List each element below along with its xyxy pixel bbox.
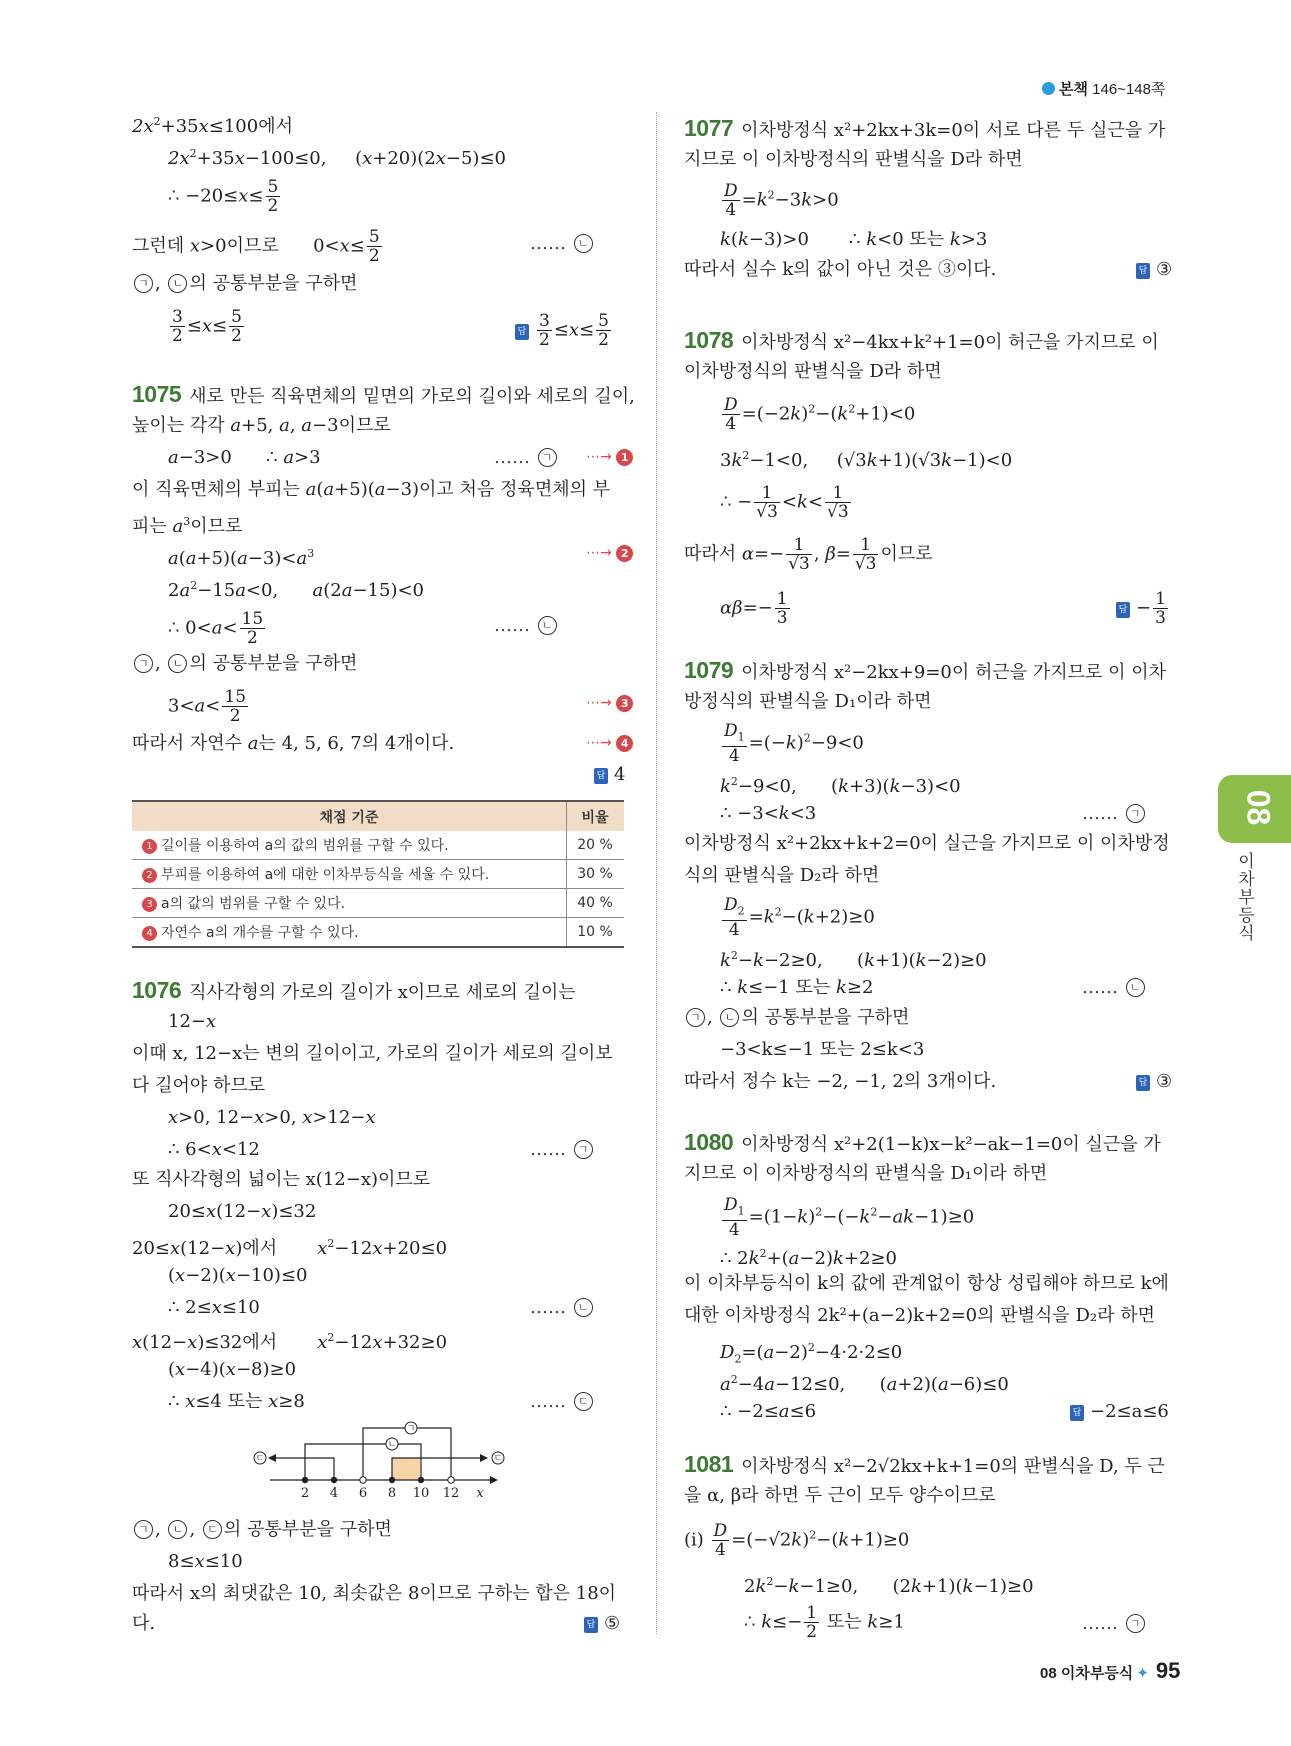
math-line: 높이는 각각 a+5, a, a−3이므로 [132,415,391,436]
math-line: 이 직육면체의 부피는 a(a+5)(a−3)이고 처음 정육면체의 부 [132,479,611,500]
svg-text:ㄷ: ㄷ [255,1454,265,1464]
math-line: ∴ − $\frac{1}{√3}$ <k< $\frac{1}{√3}$ [720,483,849,522]
problem-1079-line: 1079 이차방정식 x²−2kx+9=0이 허근을 가지므로 이 이차 [684,657,1167,683]
table-row: 1 길이를 이용하여 a의 값의 범위를 구할 수 있다. 20 % [132,831,624,860]
math-line: x(12−x)≤32에서 $x^2-12x+32\ge 0$ [132,1331,448,1353]
math-line: 따라서 실수 k의 값이 아닌 것은 ③이다. [684,259,997,280]
answer-1077: 답 ③ [1136,258,1172,282]
math-line: $2a^2-15a<0$, a(2a−15)<0 [168,579,425,601]
math-line: ∴ 2≤x≤10 [168,1297,260,1318]
answer-icon: 답 [1136,1075,1150,1091]
math-line: $\frac{D}{4}$ $=(-2k)^2-(k^2+1)<0$ [724,395,916,434]
math-line: ㄱ , ㄴ , ㄷ 의 공통부분을 구하면 [132,1518,392,1542]
math-line: 다. [132,1613,156,1634]
tick-label: 6 [358,1486,368,1501]
answer-1078: 답 − $\frac{1}{3}$ [1116,590,1170,627]
label-mark: …… ㄴ [530,232,595,256]
math-line: 을 α, β라 하면 두 근이 모두 양수이므로 [684,1485,996,1506]
math-line: 그런데 x>0이므로 0<x≤ $\frac{5}{2}$ [132,227,380,266]
math-line: −3<k≤−1 또는 2≤k<3 [720,1039,925,1060]
math-line: 8≤x≤10 [168,1551,243,1572]
chapter-tab-label: 이차부등식 [1234,852,1254,942]
ratio-header: 비율 [567,801,625,831]
page-number: 95 [1155,1658,1181,1683]
answer-icon: 답 [1136,263,1150,279]
svg-text:ㄴ: ㄴ [387,1440,397,1450]
math-line: ∴ k≤−1 또는 k≥2 [720,977,874,998]
math-line: $2x^2+35x-100\le 0$, (x+20)(2x−5)≤0 [168,147,506,169]
answer-icon: 답 [594,768,608,784]
bullet-icon [1042,82,1055,95]
math-line: 방정식의 판별식을 D₁이라 하면 [684,691,932,712]
step-marker-2: ⋯→ 2 [586,545,633,562]
math-line: 대한 이차방정식 2k²+(a−2)k+2=0의 판별식을 D₂라 하면 [684,1305,1156,1326]
math-line: $\frac{D_2}{4}$ $=k^2-(k+2)\ge 0$ [724,895,875,941]
math-line: 따라서 정수 k는 −2, −1, 2의 3개이다. [684,1071,997,1092]
math-line: 따라서 α=− $\frac{1}{√3}$ , β= $\frac{1}{√3}$ 이므로 [684,535,933,574]
answer-icon: 답 [584,1617,598,1633]
problem-1080-line: 1080 이차방정식 x²+2(1−k)x−k²−ak−1=0이 실근을 가 [684,1129,1161,1155]
math-line: ∴ 6<x<12 [168,1139,260,1160]
math-line: 피는 $a^3$이므로 [132,515,243,537]
axis-variable: x [476,1486,484,1501]
tick-label: 12 [442,1486,460,1501]
answer-icon: 답 [1116,602,1130,618]
math-line: ∴ $2k^2+(a-2)k+2\ge 0$ [720,1247,897,1269]
math-line: $a^2-4a-12\le 0$, (a+2)(a−6)≤0 [720,1373,1009,1395]
criteria-header: 채점 기준 [132,801,567,831]
intersection-region [392,1458,420,1480]
problem-1081-line: 1081 이차방정식 x²−2√2kx+k+1=0의 판별식을 D, 두 근 [684,1451,1165,1477]
answer-1079: 답 ③ [1136,1070,1172,1094]
math-line: $\frac{3}{2}$ ≤x≤ $\frac{5}{2}$ [172,307,242,346]
math-line: ∴ −2≤a≤6 [720,1401,817,1422]
math-line: ㄱ , ㄴ 의 공통부분을 구하면 [132,652,357,676]
step-marker-3: ⋯→ 3 [586,695,633,712]
problem-1076-line: 1076 직사각형의 가로의 길이가 x이므로 세로의 길이는 [132,977,576,1003]
math-line: $\frac{D_1}{4}$ $=(-k)^2-9<0$ [724,721,864,767]
table-row: 3 a의 값의 범위를 구할 수 있다. 40 % [132,889,624,918]
answer-1080: 답 −2≤a≤6 [1070,1400,1169,1424]
math-line: $2k^2-k-1\ge 0$, (2k+1)(k−1)≥0 [744,1575,1034,1597]
math-line: 20≤x(12−x)≤32 [168,1201,317,1222]
math-line: 지므로 이 이차방정식의 판별식을 D라 하면 [684,149,1023,170]
label-mark: …… ㄴ [494,614,559,638]
math-line: 이때 x, 12−x는 변의 길이이고, 가로의 길이가 세로의 길이보 [132,1043,613,1064]
math-line: a−3>0 ∴ a>3 [168,447,321,468]
step-marker-4: ⋯→ 4 [586,735,633,752]
label-mark: …… ㄷ [530,1390,595,1414]
tick-label: 2 [300,1486,310,1501]
svg-text:ㄱ: ㄱ [406,1424,416,1434]
table-row: 2 부피를 이용하여 a에 대한 이차부등식을 세울 수 있다. 30 % [132,860,624,889]
label-mark: …… ㄴ [530,1296,595,1320]
math-line: $\frac{D_1}{4}$ $=(1-k)^2-(-k^2-ak-1)\ge 0$ [724,1195,975,1241]
math-line: 다 길어야 하므로 [132,1075,266,1096]
tick-label: 8 [387,1486,397,1501]
answer-icon: 답 [1070,1405,1084,1421]
math-line: 따라서 자연수 a는 4, 5, 6, 7의 4개이다. [132,733,455,754]
math-line: ∴ k≤− $\frac{1}{2}$ 또는 k≥1 [744,1603,905,1642]
answer-icon: 답 [515,324,529,340]
math-line: 이차방정식의 판별식을 D라 하면 [684,361,942,382]
math-line: 이 이차부등식이 k의 값에 관계없이 항상 성립해야 하므로 k에 [684,1273,1169,1294]
problem-1077-line: 1077 이차방정식 x²+2kx+3k=0이 서로 다른 두 실근을 가 [684,115,1166,141]
column-divider [656,112,657,1634]
math-line: ㄱ , ㄴ 의 공통부분을 구하면 [132,272,357,296]
label-mark: …… ㄴ [1082,976,1147,1000]
problem-1078-line: 1078 이차방정식 x²−4kx+k²+1=0이 허근을 가지므로 이 [684,327,1159,353]
math-line: 지므로 이 이차방정식의 판별식을 D₁이라 하면 [684,1163,1048,1184]
math-line: 20≤x(12−x)에서 $x^2-12x+20\le 0$ [132,1237,448,1259]
tick-label: 4 [329,1486,339,1501]
page-footer: 08 이차부등식 ✦ 95 [1040,1658,1181,1683]
math-line: 이차방정식 x²+2kx+k+2=0이 실근을 가지므로 이 이차방정 [684,833,1170,854]
math-line: ∴ −20≤x≤ $\frac{5}{2}$ [168,177,279,216]
math-line: x>0, 12−x>0, x>12−x [168,1107,376,1128]
label-mark: …… ㄱ [1082,802,1147,826]
axis-arrow-icon [490,1476,498,1484]
table-row: 4 자연수 a의 개수를 구할 수 있다. 10 % [132,918,624,948]
math-line: ㄱ , ㄴ 의 공통부분을 구하면 [684,1006,909,1030]
label-mark: …… ㄱ [494,446,559,470]
math-line: $k^2-k-2\ge 0$, (k+1)(k−2)≥0 [720,949,987,971]
answer-1076: 답 ⑤ [584,1612,620,1636]
math-line: $2x^2+35x\le 100$에서 [132,115,293,137]
math-line: $\frac{D}{4}$ $=k^2-3k>0$ [724,181,839,220]
math-line: (x−2)(x−10)≤0 [168,1265,308,1286]
chapter-tab: 08 [1218,775,1291,843]
grading-criteria-table [132,800,624,948]
svg-text:ㄷ: ㄷ [493,1454,503,1464]
math-line: $D_2=(a-2)^2-4\cdot 2\cdot 2\le 0$ [720,1341,903,1366]
diamond-icon: ✦ [1136,1665,1149,1682]
math-line: (x−4)(x−8)≥0 [168,1359,297,1380]
tick-label: 10 [412,1486,430,1501]
math-line: αβ=− $\frac{1}{3}$ [720,589,788,628]
math-line: ∴ x≤4 또는 x≥8 [168,1391,305,1412]
math-line: ∴ −3<k<3 [720,803,817,824]
math-line: 또 직사각형의 넓이는 x(12−x)이므로 [132,1169,431,1190]
page-reference: 본책 146~148쪽 [1042,78,1165,99]
math-line: k(k−3)>0 ∴ k<0 또는 k>3 [720,229,988,250]
math-line: ∴ 0<a< $\frac{15}{2}$ [168,609,264,648]
math-line: $a(a+5)(a-3)<a^3$ [168,547,315,569]
math-line: 식의 판별식을 D₂라 하면 [684,865,880,886]
answer-1074: 답 $\frac{3}{2}$ ≤x≤ $\frac{5}{2}$ [515,312,613,349]
problem-1075-line: 1075 새로 만든 직육면체의 밑면의 가로의 길이와 세로의 길이, [132,381,635,407]
label-mark: …… ㄱ [1082,1612,1147,1636]
step-marker-1: ⋯→ 1 [586,449,633,466]
math-line: (ⅰ) $\frac{D}{4}$ $=(-√2k)^2-(k+1)\ge 0$ [684,1521,910,1560]
answer-1075: 답 4 [594,763,625,787]
number-line-diagram [252,1420,514,1502]
math-line: 3<a< $\frac{15}{2}$ [168,687,247,726]
math-line: 따라서 x의 최댓값은 10, 최솟값은 8이므로 구하는 합은 18이 [132,1583,617,1604]
math-line: $3k^2-1<0$, (√3k+1)(√3k−1)<0 [720,449,1013,471]
math-line: 12−x [168,1011,217,1032]
label-mark: …… ㄱ [530,1138,595,1162]
math-line: $k^2-9<0$, (k+3)(k−3)<0 [720,775,961,797]
